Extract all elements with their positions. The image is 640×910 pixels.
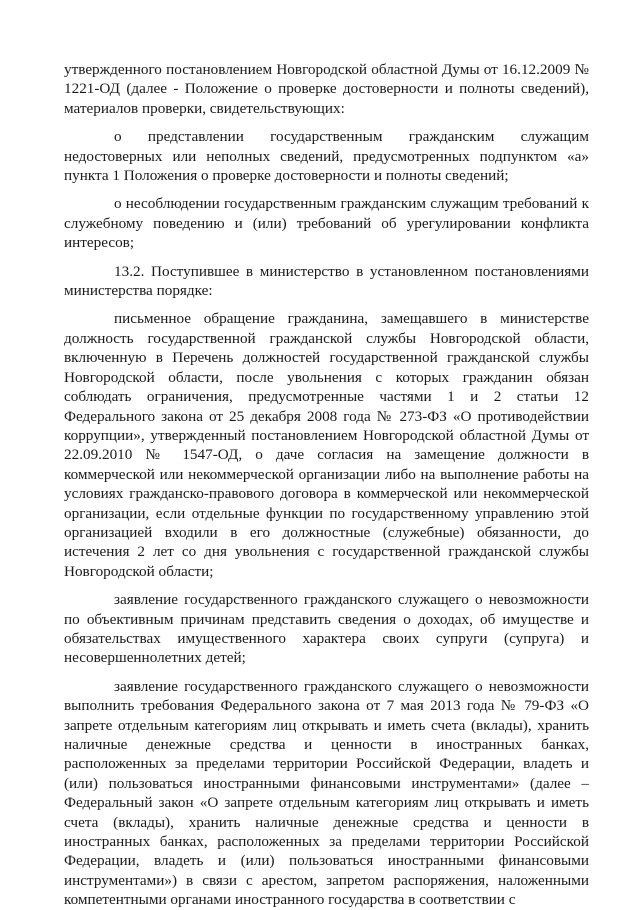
paragraph-former-employee-request: письменное обращение гражданина, замещавшего в министерстве должность государственной гражданской службы Новгородской области, включенную в Перечень должностей государственной гражданской службы Новгородской области, после увольнения с которых гражданин обязан соблюдать ограничения, предусмотренные частями 1 и 2 статьи 12 Федерального закона от 25 декабря 2008 года № 273-ФЗ «О противодействии коррупции», утвержденный постановлением Новгородской областной Думы от 22.09.2010 № 1547-ОД, о даче согласия на замещение должности в коммерческой или некоммерческой организации либо на выполнение работы на условиях гражданско-правового договора в коммерческой или некоммерческой организации, если отдельные функции по государственному управлению этой организацией входили в его должностные (служебные) обязанности, до истечения 2 лет со дня увольнения с государственной гражданской службы Новгородской области; — [64, 310, 589, 580]
document-body — [64, 60, 589, 910]
paragraph-clause-13-2: 13.2. Поступившее в министерство в установленном постановлениями министерства порядке: — [64, 262, 589, 300]
paragraph-income-statement-impossibility: заявление государственного гражданского служащего о невозможности по объективным причинам представить сведения о доходах, об имуществе и обязательствах имущественного характера своих супруги (супруга) и несовершеннолетних детей; — [64, 591, 589, 667]
paragraph-foreign-accounts-impossibility: заявление государственного гражданского служащего о невозможности выполнить требования Федерального закона от 7 мая 2013 года № 79-ФЗ «О запрете отдельным категориям лиц открывать и иметь счета (вклады), хранить наличные денежные средства и ценности в иностранных банках, расположенных за пределами территории Российской Федерации, владеть и (или) пользоваться иностранными финансовыми инструментами» (далее – Федеральный закон «О запрете отдельным категориям лиц открывать и иметь счета (вклады), хранить наличные денежные средства и ценности в иностранных банках, расположенных за пределами территории Российской Федерации, владеть и (или) пользоваться иностранными финансовыми инструментами») в связи с арестом, запретом распоряжения, наложенными компетентными органами иностранного государства в соответствии с — [64, 677, 589, 909]
paragraph-conduct-violation: о несоблюдении государственным гражданским служащим требований к служебному поведению и (или) требований об урегулировании конфликта интересов; — [64, 195, 589, 252]
paragraph-intro-continuation: утвержденного постановлением Новгородской областной Думы от 16.12.2009 № 1221-ОД (далее - Положение о проверке достоверности и полноты сведений), материалов проверки, свидетельствующих: — [64, 61, 589, 117]
paragraph-false-information: о представлении государственным гражданским служащим недостоверных или неполных сведений, предусмотренных подпунктом «а» пункта 1 Положения о проверке достоверности и полноты сведений; — [64, 128, 589, 185]
